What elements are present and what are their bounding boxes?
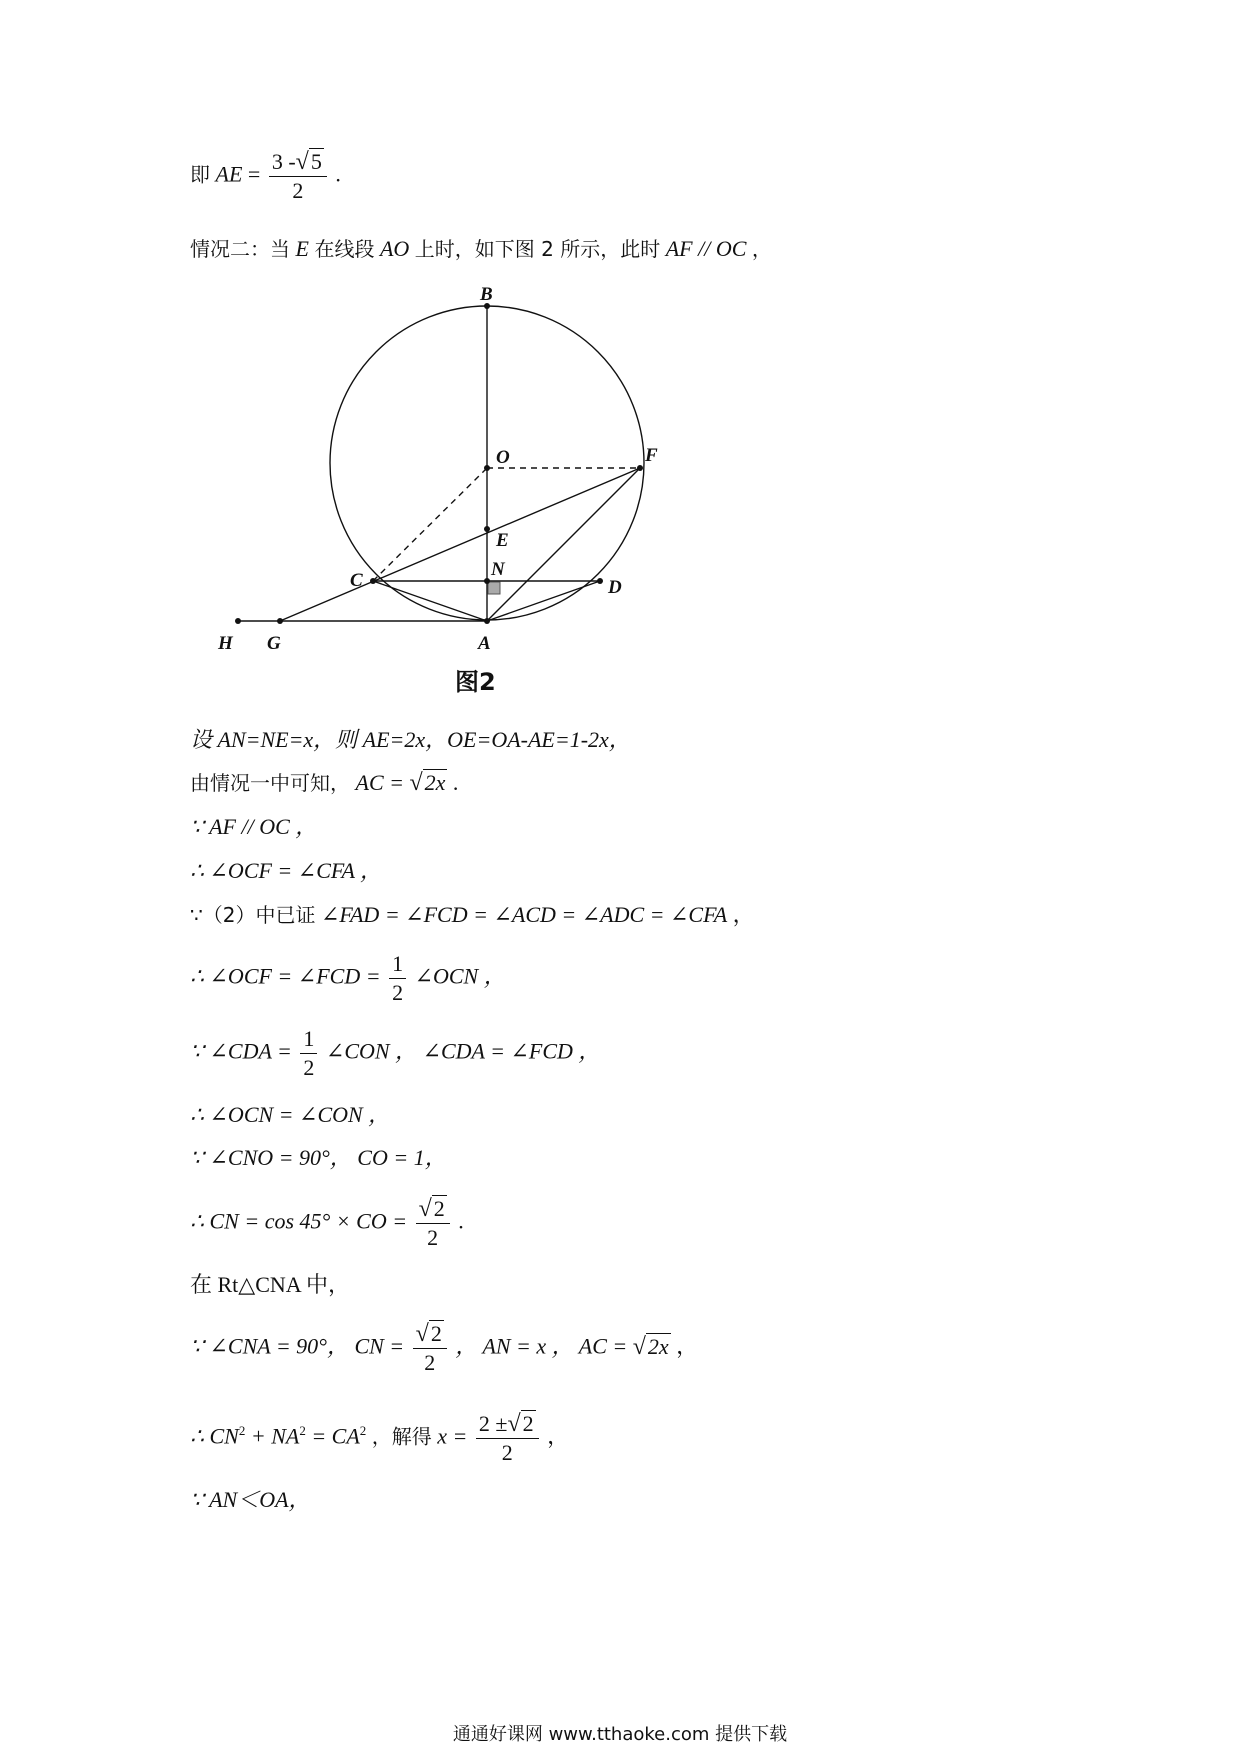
line-pythagoras	[190, 1410, 569, 1467]
label-b: B	[480, 284, 493, 305]
fraction: $\frac{√2}{2}$	[413, 1320, 447, 1377]
math-b: + NA	[250, 1423, 300, 1449]
text-a: 情况二：当	[190, 237, 290, 261]
math-e: E	[295, 236, 309, 261]
text-e: 上时，如下图 2 所示，此时	[414, 237, 661, 261]
period: .	[458, 1208, 464, 1234]
denominator: 2	[392, 980, 404, 1005]
equals: =	[247, 161, 261, 187]
math-a: ∵ ∠CNA = 90°， CN =	[190, 1333, 405, 1359]
radicand: 2x	[424, 770, 446, 795]
period: .	[452, 770, 459, 795]
numerator: 1	[389, 950, 406, 979]
label-n: N	[491, 559, 505, 580]
numerator: 1	[300, 1025, 317, 1054]
math-a: ∴ ∠OCF = ∠FCD =	[190, 963, 381, 989]
label-c: C	[350, 570, 363, 591]
fraction: $\frac{√2}{2}$	[416, 1195, 450, 1252]
fraction: $\frac{2 \pm√2}{2}$	[476, 1410, 539, 1467]
line-rt-triangle: 在 Rt△CNA 中，	[190, 1272, 350, 1297]
text-c: 在线段	[314, 237, 375, 261]
math-ao: AO	[379, 236, 410, 261]
math-c: = CA	[311, 1423, 360, 1449]
math-a: ∵ ∠CDA =	[190, 1038, 292, 1064]
label-e: E	[496, 530, 509, 551]
fraction	[300, 1025, 317, 1082]
radicand: 2	[433, 1196, 445, 1221]
line-af	[487, 468, 640, 621]
label-h: H	[218, 633, 233, 654]
line-half-ocn	[190, 950, 506, 1007]
text-a: ∵（2）中已证	[190, 903, 316, 927]
denominator: 2	[501, 1440, 513, 1465]
line-cda	[190, 1025, 600, 1082]
math-af-oc: AF // OC	[665, 236, 747, 261]
line-af-parallel: ∵ AF // OC ，	[190, 814, 318, 839]
right-angle-mark	[488, 582, 500, 594]
radicand-2: 2x	[647, 1333, 669, 1359]
line-ae-result	[190, 148, 341, 205]
denominator: 2	[424, 1350, 436, 1375]
denominator: 2	[303, 1055, 315, 1080]
numerator-part: 2 ±	[478, 1411, 508, 1436]
comma: ，	[732, 902, 755, 927]
numerator-part: 3 -	[271, 149, 296, 174]
comma: ，	[547, 1423, 570, 1449]
math-e: x =	[437, 1423, 468, 1449]
sup-3: 2	[359, 1423, 367, 1439]
line-cno: ∵ ∠CNO = 90°， CO = 1，	[190, 1145, 447, 1170]
geometry-figure	[190, 278, 750, 708]
math-ae: AE	[215, 161, 243, 187]
text-prefix: 即	[190, 162, 210, 187]
label-d: D	[608, 577, 622, 598]
line-cn-cos	[190, 1195, 464, 1252]
line-angle-ocf: ∴ ∠OCF = ∠CFA ，	[190, 858, 383, 883]
math-a: ∴ CN = cos 45° × CO =	[190, 1208, 408, 1234]
sup-1: 2	[238, 1423, 246, 1439]
math-ac: AC =	[355, 770, 404, 795]
math-b: ∠OCN ，	[414, 963, 506, 989]
label-a: A	[478, 633, 491, 654]
denominator: 2	[292, 178, 304, 203]
figure-caption: 图2	[455, 668, 496, 696]
label-f: F	[645, 445, 658, 466]
radicand: 5	[310, 149, 322, 174]
line-set-x: 设 AN=NE=x，则 AE=2x，OE=OA-AE=1-2x，	[190, 727, 631, 752]
fraction	[389, 950, 406, 1007]
math-angles: ∠FAD = ∠FCD = ∠ACD = ∠ADC = ∠CFA	[320, 902, 728, 927]
math-b: ∠CON ，	[325, 1038, 418, 1064]
line-case-two	[190, 234, 772, 264]
denominator: 2	[427, 1225, 439, 1250]
text-g: ，	[751, 237, 772, 261]
label-g: G	[267, 633, 281, 654]
comma: ，	[676, 1333, 699, 1359]
math-a: ∴ CN	[190, 1423, 239, 1449]
period: .	[335, 161, 341, 187]
math-b: ， AN = x ， AC =	[455, 1333, 628, 1359]
line-ca	[373, 581, 487, 621]
fraction: $\frac{3 -√5}{2}$	[269, 148, 327, 205]
text-a: 由情况一中可知，	[190, 771, 350, 795]
label-o: O	[496, 447, 510, 468]
line-ad	[487, 581, 600, 621]
dashed-co	[373, 468, 487, 581]
radicand: 2	[430, 1321, 442, 1346]
line-an-oa: ∵ AN＜OA，	[190, 1487, 311, 1512]
line-ocn-con: ∴ ∠OCN = ∠CON ，	[190, 1102, 391, 1127]
line-ac: 由情况一中可知， AC = √2x .	[190, 770, 459, 796]
line-gf	[280, 468, 640, 621]
line-proven	[190, 900, 755, 930]
line-cna-given: ∵ ∠CNA = 90°， CN = $\frac{√2}{2}$ ， AN = x ， AC = √2x ，	[190, 1321, 699, 1375]
text-d: ，解得	[371, 1424, 432, 1449]
sup-2: 2	[299, 1423, 306, 1439]
radicand: 2	[522, 1411, 534, 1436]
math-c: ∠CDA = ∠FCD ，	[422, 1038, 601, 1064]
page-footer: 通通好课网 www.tthaoke.com 提供下载	[452, 1724, 788, 1745]
